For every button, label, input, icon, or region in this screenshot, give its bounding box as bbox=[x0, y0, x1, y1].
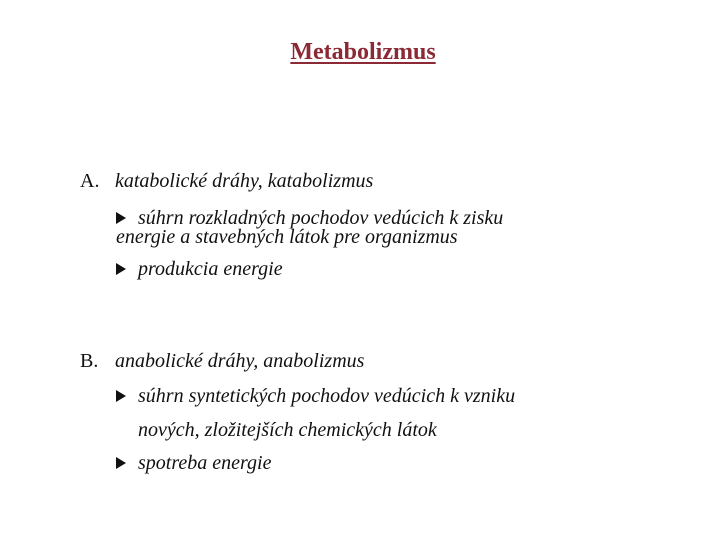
triangle-right-icon bbox=[116, 457, 126, 469]
section-b-marker: B. bbox=[80, 350, 99, 372]
slide-title: Metabolizmus bbox=[290, 39, 436, 65]
bullet-text: súhrn rozkladných pochodov vedúcich k zisku bbox=[138, 207, 504, 229]
section-a-heading bbox=[80, 169, 373, 193]
triangle-right-icon bbox=[116, 212, 126, 224]
bullet-text: spotreba energie bbox=[138, 452, 272, 474]
triangle-right-icon bbox=[116, 263, 126, 275]
bullet-text: súhrn syntetických pochodov vedúcich k vzniku bbox=[138, 385, 516, 407]
section-b-bullet-1-continuation: nových, zložitejších chemických látok bbox=[138, 419, 437, 441]
section-a-marker: A. bbox=[80, 170, 100, 192]
section-a-title: katabolické dráhy, katabolizmus bbox=[115, 170, 374, 192]
section-b-title: anabolické dráhy, anabolizmus bbox=[115, 350, 365, 372]
triangle-right-icon bbox=[116, 390, 126, 402]
bullet-text: produkcia energie bbox=[138, 258, 283, 280]
section-a-bullet-1-continuation: energie a stavebných látok pre organizmus bbox=[116, 226, 458, 248]
section-b-heading bbox=[80, 349, 364, 373]
